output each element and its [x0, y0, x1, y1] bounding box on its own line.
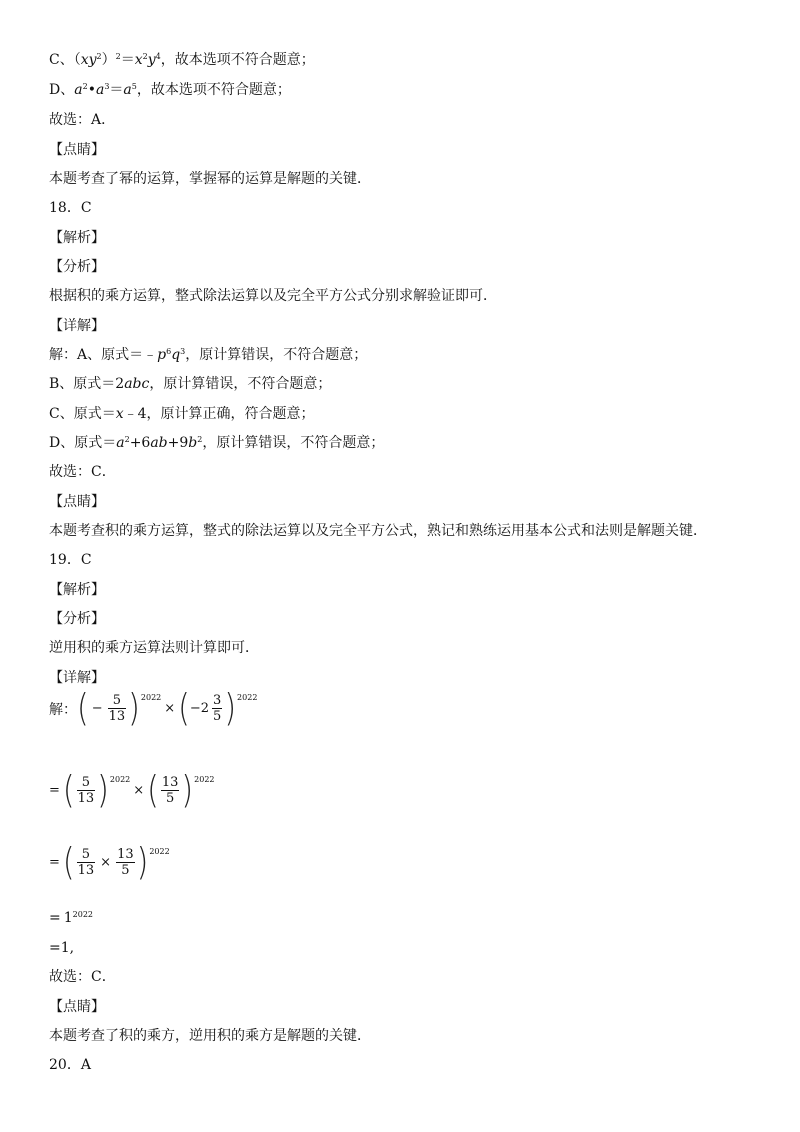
question-20-number: 20．A — [49, 1057, 91, 1073]
solution-d-line: D、原式$=a^2+6ab+9b^2$，原计算错误，不符合题意； — [49, 435, 385, 451]
answer-a: 故选：A． — [49, 112, 116, 128]
option-d-line: D、$a^2•a^3=a^5$，故本选项不符合题意； — [49, 82, 291, 98]
heading-dianjing: 【点睛】 — [49, 142, 105, 158]
fraction: $\frac{13}{5}$ — [161, 775, 179, 806]
analysis-18: 根据积的乘方运算，整式除法运算以及完全平方公式分别求解验证即可． — [49, 288, 497, 304]
heading-fenxi-19: 【分析】 — [49, 611, 105, 627]
solution-label: 解： — [49, 701, 77, 718]
heading-jiexi-19: 【解析】 — [49, 582, 105, 598]
answer-c-18: 故选：C． — [49, 464, 116, 480]
equation-step-5: =1, — [49, 940, 75, 956]
answer-c-19: 故选：C． — [49, 969, 116, 985]
heading-xiangjie: 【详解】 — [49, 318, 105, 334]
fraction: $\frac{5}{13}$ — [108, 693, 126, 724]
heading-fenxi: 【分析】 — [49, 259, 105, 275]
equation-step-3: = ( $\frac{5}{13}$ × $\frac{13}{5}$ ) 2022 — [49, 840, 170, 884]
heading-xiangjie-19: 【详解】 — [49, 670, 105, 686]
heading-dianjing-18: 【点睛】 — [49, 494, 105, 510]
question-18-number: 18．C — [49, 200, 92, 216]
question-19-number: 19．C — [49, 552, 92, 568]
summary-18: 本题考查积的乘方运算，整式的除法运算以及完全平方公式，熟记和熟练运用基本公式和法则是解题关键． — [49, 523, 707, 539]
summary-17: 本题考查了幂的运算，掌握幂的运算是解题的关键． — [49, 171, 371, 187]
solution-b-line: B、原式＝2abc，原计算错误，不符合题意； — [49, 376, 332, 392]
equation-step-2: = ( $\frac{5}{13}$ ) 2022 × ( $\frac{13}{5}$ ) 2022 — [49, 768, 215, 812]
summary-19: 本题考查了积的乘方，逆用积的乘方是解题的关键． — [49, 1028, 371, 1044]
analysis-19: 逆用积的乘方运算法则计算即可． — [49, 640, 259, 656]
solution-a-line: 解：A、原式$=﹣p^6q^3$，原计算错误，不符合题意； — [49, 347, 368, 363]
fraction: $\frac{3}{5}$ — [213, 693, 222, 724]
equation-step-1: 解： ( − $\frac{5}{13}$ ) 2022 × ( −2 $\frac{3}{5}$ ) 2022 — [49, 686, 258, 730]
fraction: $\frac{5}{13}$ — [77, 775, 95, 806]
heading-jiexi: 【解析】 — [49, 230, 105, 246]
heading-dianjing-19: 【点睛】 — [49, 999, 105, 1015]
fraction: $\frac{5}{13}$ — [77, 847, 95, 878]
fraction: $\frac{13}{5}$ — [117, 847, 134, 878]
option-c-line: C、$(xy^2)^2=x^2y^4$，故本选项不符合题意； — [49, 52, 315, 68]
solution-c-line: C、原式＝x﹣4，原计算正确，符合题意； — [49, 406, 315, 422]
equation-step-4: = $1^{2022}$ — [49, 910, 94, 926]
